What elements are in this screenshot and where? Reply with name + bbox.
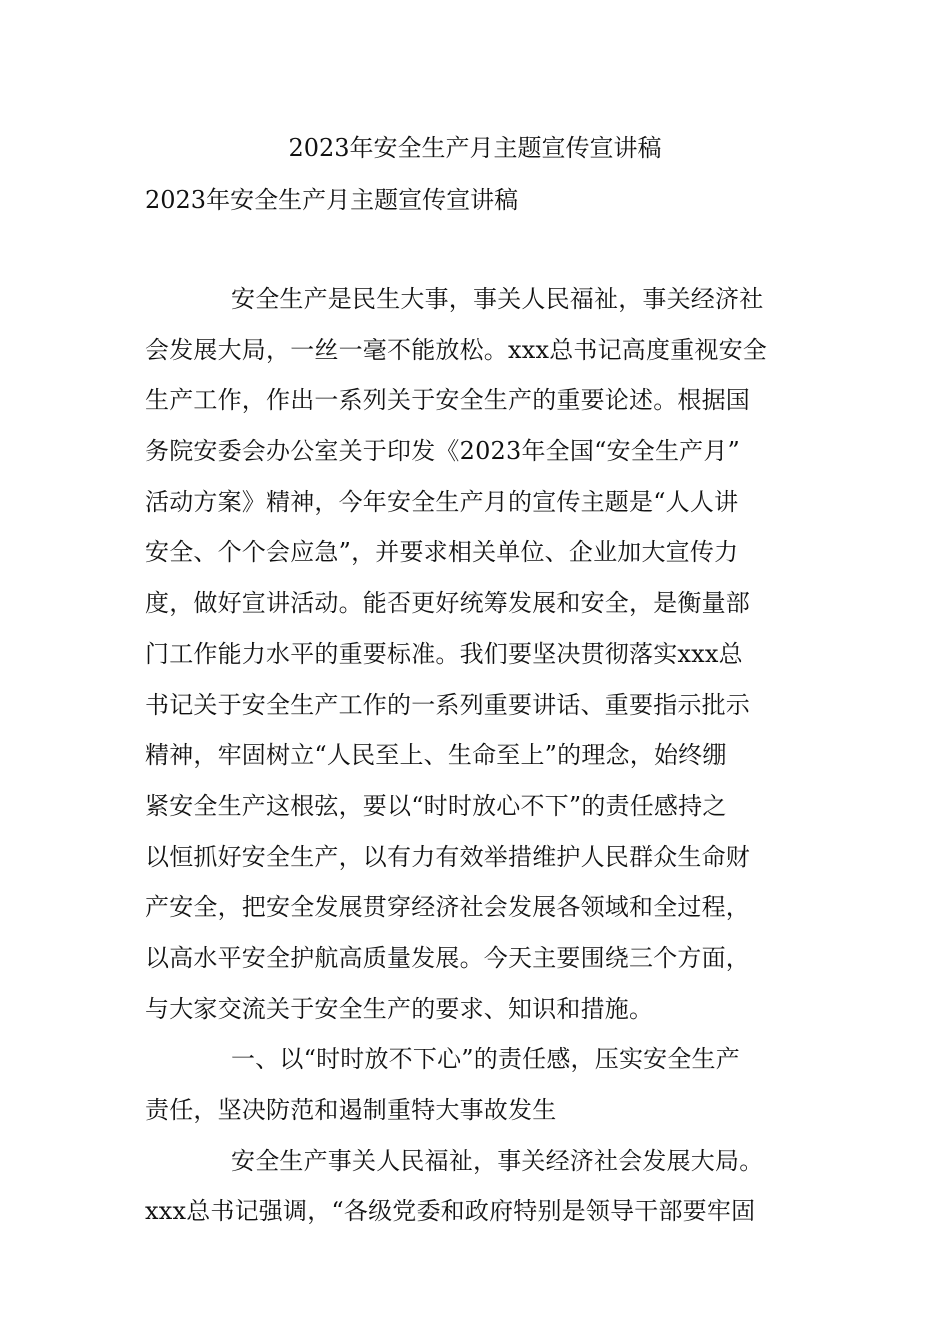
paragraph-1-line-2: 会发展大局，一丝一毫不能放松。xxx总书记高度重视安全 <box>145 335 768 364</box>
section-heading-1-line-2: 责任，坚决防范和遏制重特大事故发生 <box>145 1096 557 1124</box>
paragraph-1-line-4: 务院安委会办公室关于印发《2023年全国“安全生产月” <box>145 437 741 466</box>
paragraph-1-line-12: 以恒抓好安全生产，以有力有效举措维护人民群众生命财 <box>145 842 750 871</box>
document-subtitle: 2023年安全生产月主题宣传宣讲稿 <box>145 186 519 214</box>
paragraph-1-line-11: 紧安全生产这根弦，要以“时时放心不下”的责任感持之 <box>145 791 727 820</box>
document-title: 2023年安全生产月主题宣传宣讲稿 <box>288 134 662 162</box>
paragraph-1-line-8: 门工作能力水平的重要标准。我们要坚决贯彻落实xxx总 <box>145 639 743 668</box>
paragraph-1-line-15: 与大家交流关于安全生产的要求、知识和措施。 <box>145 994 654 1023</box>
section-heading-1-line-1: 一、以“时时放不下心”的责任感，压实安全生产 <box>231 1045 740 1074</box>
paragraph-1-line-9: 书记关于安全生产工作的一系列重要讲话、重要指示批示 <box>145 690 750 719</box>
paragraph-1-line-1: 安全生产是民生大事，事关人民福祉，事关经济社 <box>231 285 764 313</box>
paragraph-1-line-5: 活动方案》精神，今年安全生产月的宣传主题是“人人讲 <box>145 487 739 516</box>
paragraph-2-line-2: xxx总书记强调，“各级党委和政府特别是领导干部要牢固 <box>145 1197 756 1226</box>
paragraph-1-line-10: 精神，牢固树立“人民至上、生命至上”的理念，始终绷 <box>145 741 727 770</box>
paragraph-1-line-14: 以高水平安全护航高质量发展。今天主要围绕三个方面， <box>145 943 750 972</box>
paragraph-1-line-3: 生产工作，作出一系列关于安全生产的重要论述。根据国 <box>145 386 750 415</box>
paragraph-1-line-13: 产安全，把安全发展贯穿经济社会发展各领域和全过程， <box>145 893 750 922</box>
paragraph-1-line-7: 度，做好宣讲活动。能否更好统筹发展和安全，是衡量部 <box>145 589 750 618</box>
paragraph-1-line-6: 安全、个个会应急”，并要求相关单位、企业加大宣传力 <box>145 538 739 567</box>
paragraph-2-line-1: 安全生产事关人民福祉，事关经济社会发展大局。 <box>231 1146 764 1175</box>
document-body <box>145 274 810 1237</box>
